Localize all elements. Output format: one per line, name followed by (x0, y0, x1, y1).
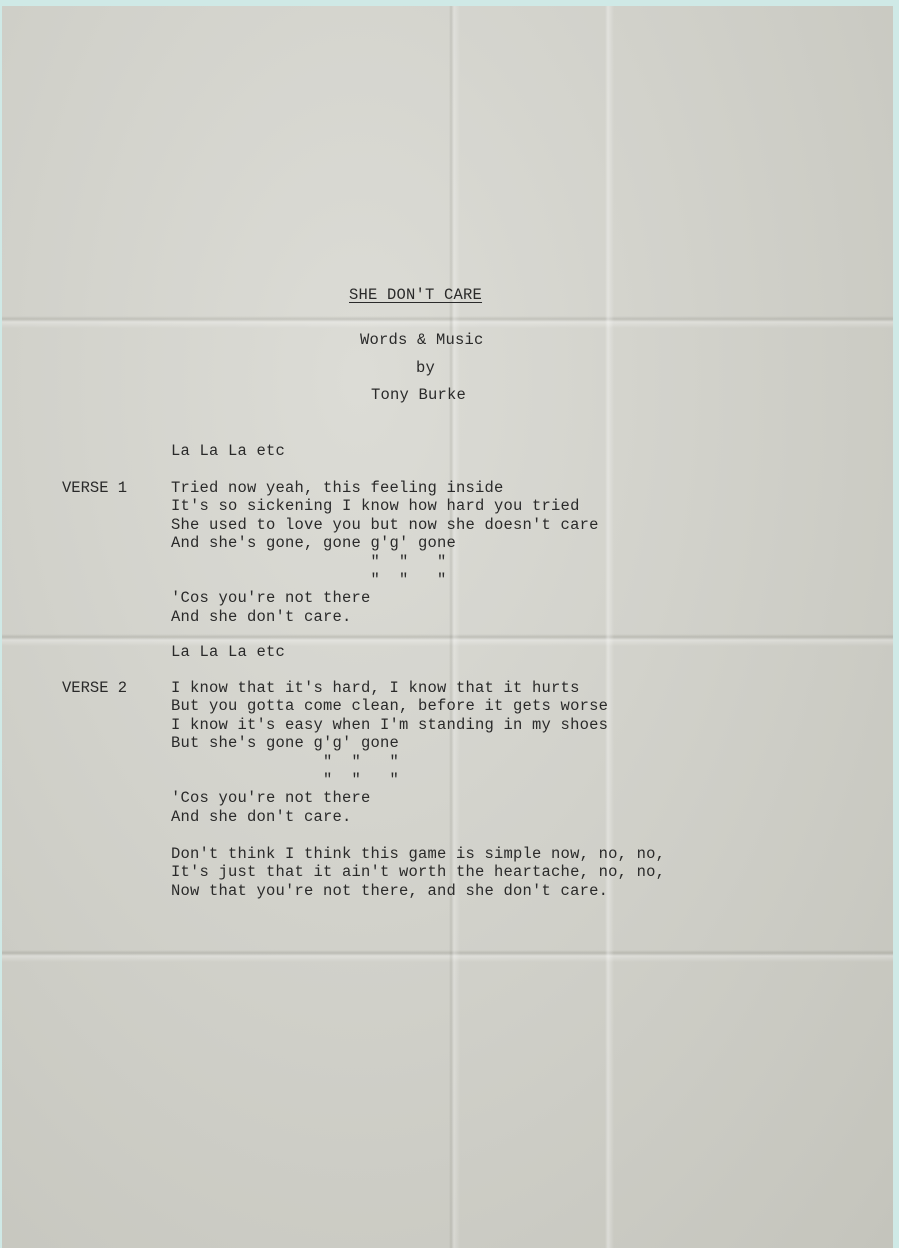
credits-by: by (416, 359, 436, 377)
lyric-line: 'Cos you're not there (171, 789, 371, 808)
ditto-marks: " " " (171, 752, 400, 771)
lyric-line: It's so sickening I know how hard you tried (171, 497, 580, 516)
lyric-line: Tried now yeah, this feeling inside (171, 479, 504, 497)
lyric-line: But you gotta come clean, before it gets worse (171, 697, 609, 716)
lyric-line: I know that it's hard, I know that it hurts (171, 679, 580, 697)
lyric-line: And she's gone, gone g'g' gone (171, 534, 457, 553)
ditto-marks: " " " (171, 552, 447, 571)
lyric-line: 'Cos you're not there (171, 589, 371, 608)
song-title: SHE DON'T CARE (349, 286, 483, 304)
lyric-line: And she don't care. (171, 607, 352, 626)
typed-lyric-sheet (2, 6, 893, 1248)
verse-1-lines (171, 479, 599, 626)
lyric-line: And she don't care. (171, 807, 352, 826)
verse-2-lines (171, 679, 608, 826)
lyric-line: She used to love you but now she doesn't care (171, 515, 599, 534)
bridge-lines (171, 845, 665, 900)
ditto-marks: " " " (171, 571, 447, 590)
verse-label: VERSE 1 (62, 479, 128, 497)
lyric-line: Now that you're not there, and she don't care. (171, 881, 609, 900)
verse-label: VERSE 2 (62, 679, 128, 697)
lyric-line: It's just that it ain't worth the heartache, no, no, (171, 863, 666, 882)
lyric-line: I know it's easy when I'm standing in my shoes (171, 715, 609, 734)
lyric-line: But she's gone g'g' gone (171, 734, 400, 753)
credits-line: Words & Music (360, 331, 484, 349)
lyric-line: Don't think I think this game is simple now, no, no, (171, 845, 666, 863)
author-name: Tony Burke (371, 386, 467, 404)
ditto-marks: " " " (171, 771, 400, 790)
intro-line: La La La etc (171, 643, 286, 661)
intro-line: La La La etc (171, 442, 286, 460)
